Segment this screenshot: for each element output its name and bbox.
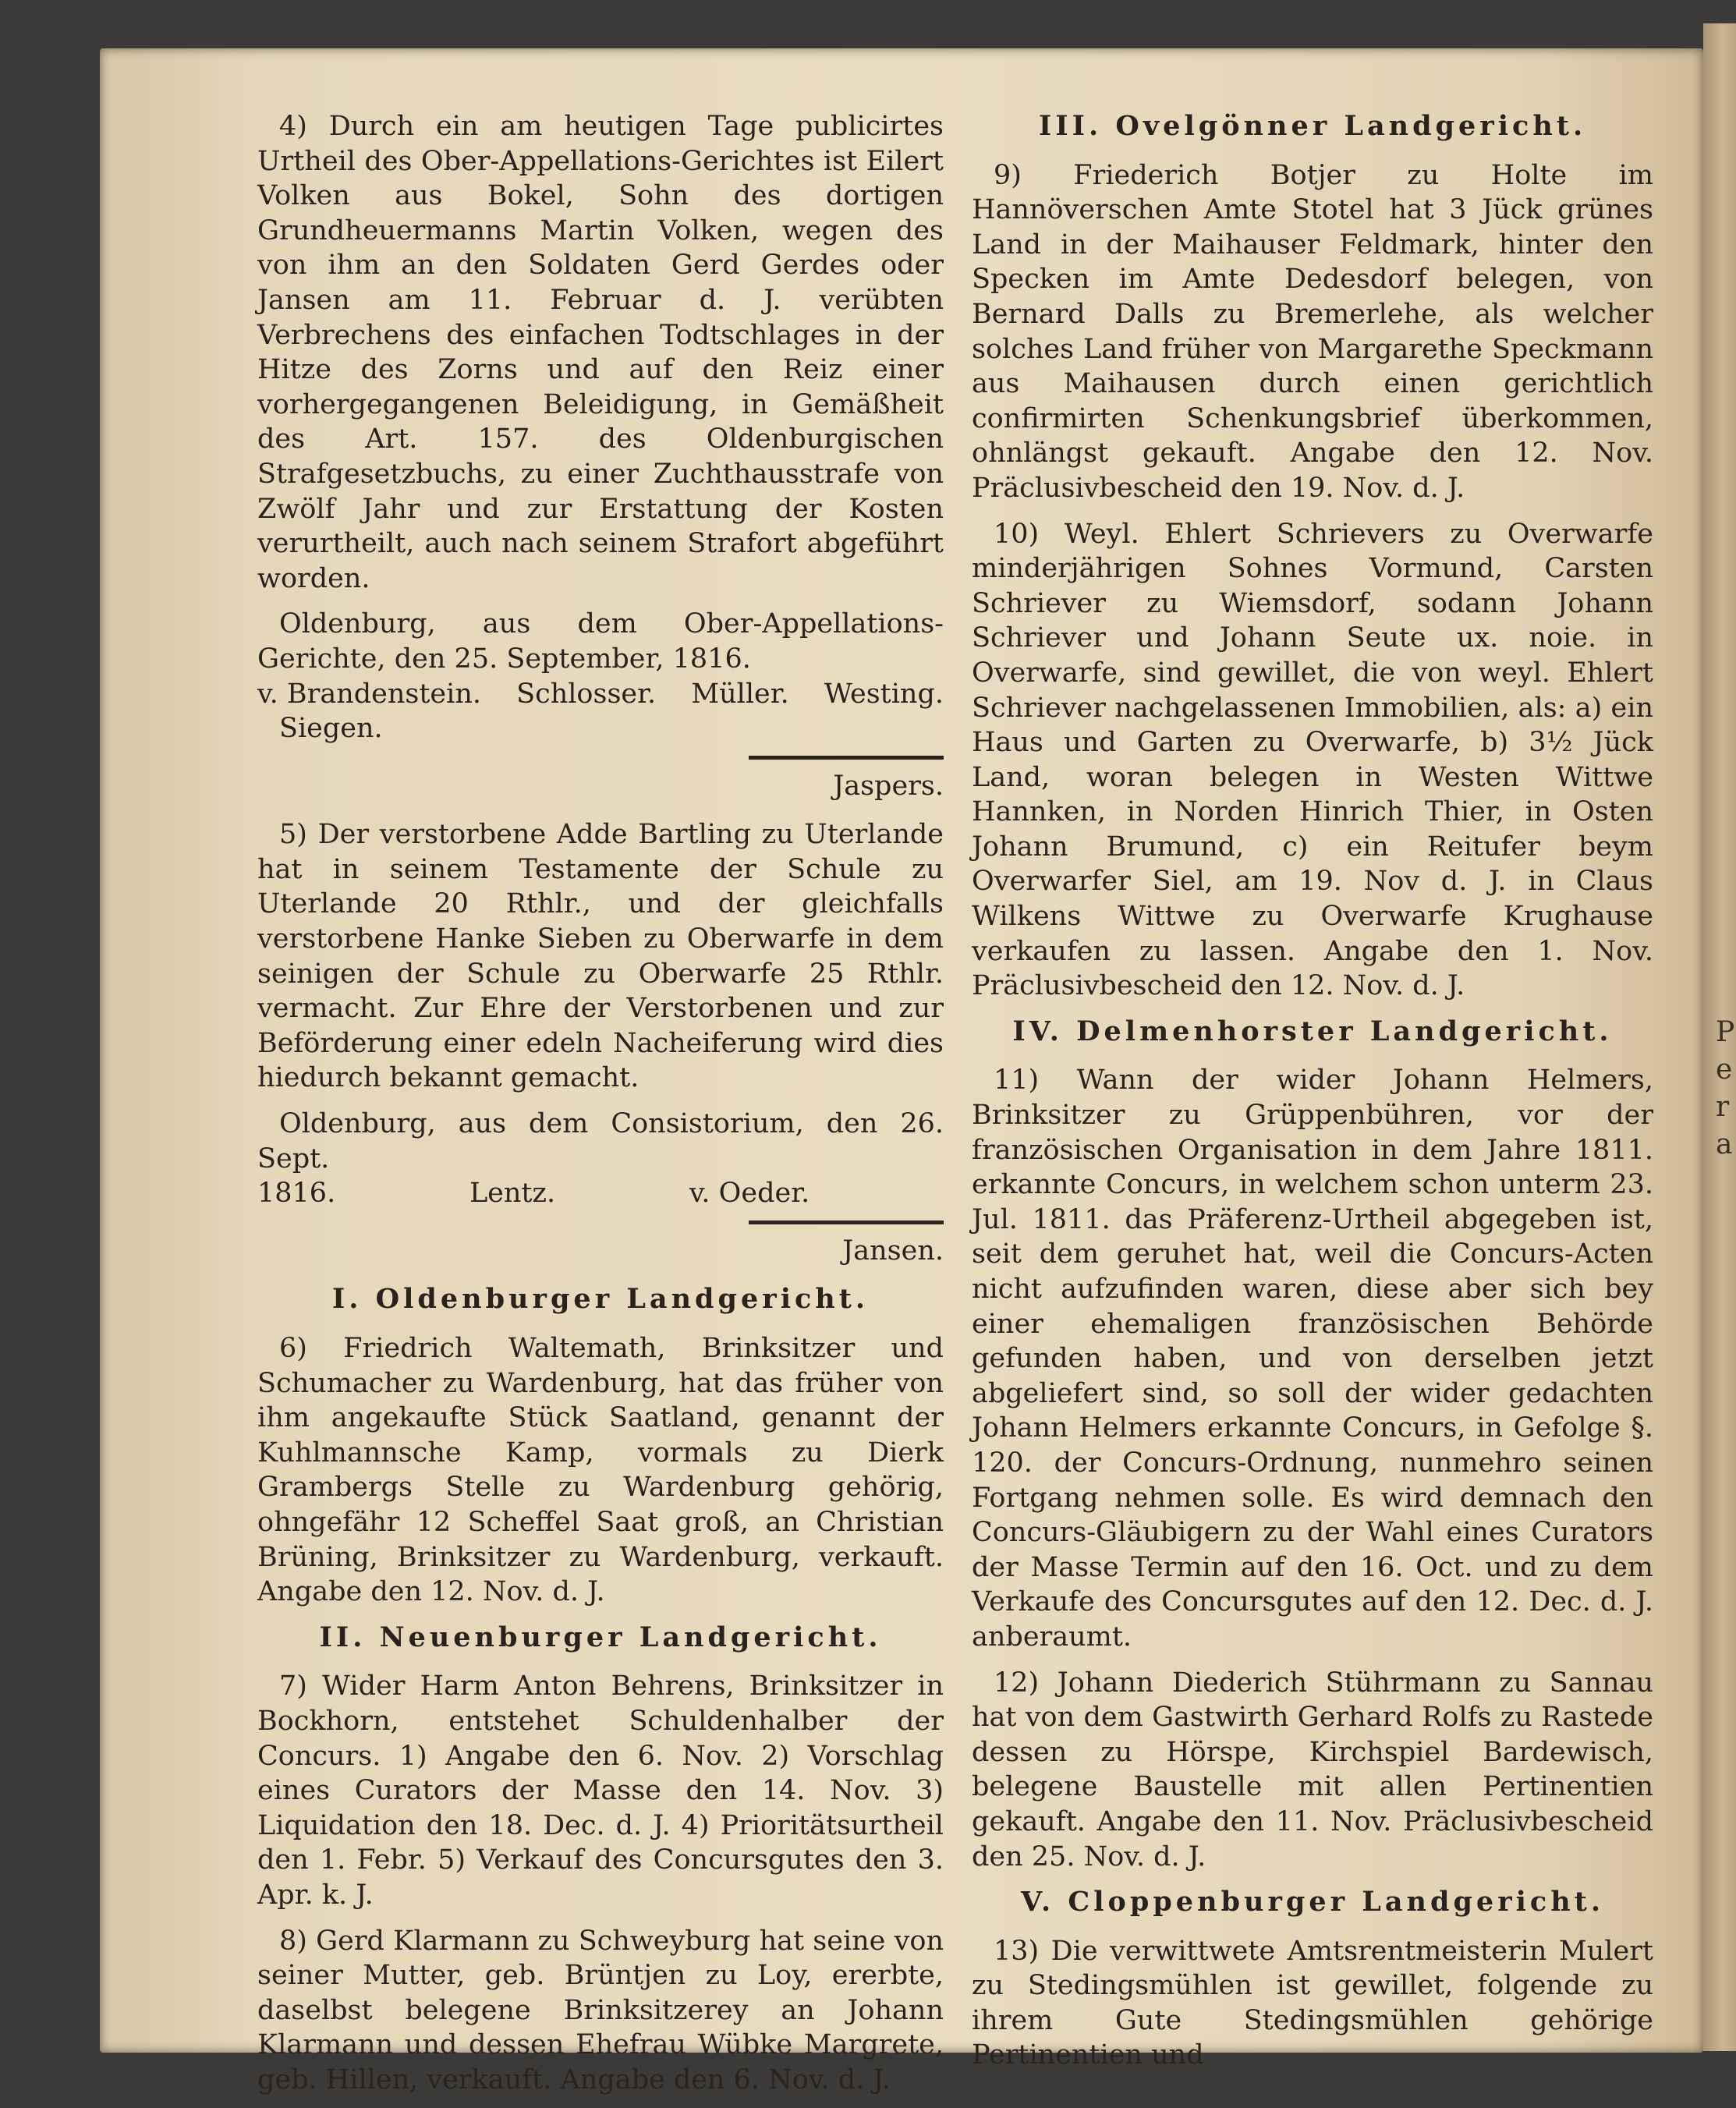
notice-5-year: 1816. [257,1178,336,1210]
left-column [257,109,944,2108]
notice-5: 5) Der verstorbene Adde Bartling zu Uterlande hat in seinem Testamente der Schule zu Uterlande 20 Rthlr., und der gleichfalls verstorbene Hanke Sieben zu Oberwarfe in dem seinigen der Schule zu Oberwarfe 25 Rthlr. vermacht. Zur Ehre der Verstorbenen und zur Beförderung einer edeln Nacheiferung wird dies hiedurch bekannt gemacht. [257,819,944,1094]
signer: Schlosser. [516,678,657,710]
signer: v. Oeder. [689,1178,810,1210]
notice-4: 4) Durch ein am heutigen Tage publicirtes Urtheil des Ober-Appellations-Gerichtes ist Eilert Volken aus Bokel, Sohn des dortigen Grundheuermanns Martin Volken, wegen des von ihm an den Soldaten Gerd Gerdes oder Jansen am 11. Februar d. J. verübten Verbrechens des einfachen Todtschlages in der Hitze des Zorns und auf den Reiz einer vorhergegangenen Beleidigung, in Gemäßheit des Art. 157. des Oldenburgischen Strafgesetzbuchs, zu einer Zuchthausstrafe von Zwölf Jahr und zur Erstattung der Kosten verurtheilt, auch nach seinem Strafort abgeführt worden. [257,111,944,594]
notice-4-dateline: Oldenburg, aus dem Ober-Appellations-Gerichte, den 25. September, 1816. [257,608,944,675]
notice-6: 6) Friedrich Waltemath, Brinksitzer und Schumacher zu Wardenburg, hat das früher von ihm angekaufte Stück Saatland, genannt der Kuhlmannsche Kamp, vormals zu Dierk Grambergs Stelle zu Wardenburg gehörig, ohngefähr 12 Scheffel Saat groß, an Christian Brüning, Brinksitzer zu Wardenburg, verkauft. Angabe den 12. Nov. d. J. [257,1333,944,1608]
right-column [972,109,1653,2084]
notice-11: 11) Wann der wider Johann Helmers, Brinksitzer zu Grüppenbühren, vor der französischen Organisation in dem Jahre 1811. erkannte Concurs, in welchem schon unterm 23. Jul. 1811. das Präferenz-Urtheil abgegeben ist, seit dem geruhet hat, weil die Concurs-Acten nicht aufzufinden waren, diese aber sich bey einer ehemaligen französischen Behörde gefunden haben, und von derselben jetzt abgeliefert sind, so soll der wider gedachten Johann Helmers erkannte Concurs, in Gefolge §. 120. der Concurs-Ordnung, nunmehro seinen Fortgang nehmen solle. Es wird demnach den Concurs-Gläubigern zu der Wahl eines Curators der Masse Termin auf den 16. Oct. und zu dem Verkaufe des Concursgutes auf den 12. Dec. d. J. anberaumt. [972,1065,1653,1653]
notice-5-clerk: Jansen. [842,1235,944,1267]
signer: Müller. [691,678,789,710]
notice-4-clerk: Jaspers. [833,770,944,802]
notice-5-dateline: Oldenburg, aus dem Consistorium, den 26. Sept. [257,1108,944,1174]
section-heading: I. Oldenburger Landgericht. [331,1283,870,1316]
notice-9: 9) Friederich Botjer zu Holte im Hannöverschen Amte Stotel hat 3 Jück grünes Land in der Maihauser Feldmark, hinter den Specken im Amte Dedesdorf belegen, von Bernard Dalls zu Bremerlehe, als welcher solches Land früher von Margarethe Speckmann aus Maihausen durch einen gerichtlich confirmirten Schenkungsbrief überkommen, ohnlängst gekauft. Angabe den 12. Nov. Präclusivbescheid den 19. Nov. d. J. [972,159,1653,504]
section-heading: III. Ovelgönner Landgericht. [1038,110,1587,142]
section-heading: V. Cloppenburger Landgericht. [1020,1886,1605,1918]
notice-5-signatures [257,1176,944,1211]
section-heading: IV. Delmenhorster Landgericht. [1012,1015,1613,1047]
next-page-edge-text: Pera [1716,1016,1735,1160]
notice-8: 8) Gerd Klarmann zu Schweyburg hat seine von seiner Mutter, geb. Brüntjen zu Loy, ererbte, daselbst belegene Brinksitzerey an Johann Klarmann und dessen Ehefrau Wübke Margrete, geb. Hillen, verkauft. Angabe den 6. Nov. d. J. [257,1925,944,2096]
notice-13: 13) Die verwittwete Amtsrentmeisterin Mulert zu Stedingsmühlen ist gewillet, folgende zu ihrem Gute Stedingsmühlen gehörige Pertinentien und [972,1935,1653,2071]
notice-10: 10) Weyl. Ehlert Schrievers zu Overwarfe minderjährigen Sohnes Vormund, Carsten Schriever zu Wiemsdorf, sodann Johann Schriever und Johann Seute ux. noie. in Overwarfe, sind gewillet, die von weyl. Ehlert Schriever nachgelassenen Immobilien, als: a) ein Haus und Garten zu Overwarfe, b) 3½ Jück Land, woran belegen in Westen Wittwe Hannken, in Norden Hinrich Thier, in Osten Johann Brumund, c) ein Reitufer beym Overwarfer Siel, am 19. Nov d. J. in Claus Wilkens Wittwe zu Overwarfe Krughause verkaufen zu lassen. Angabe den 1. Nov. Präclusivbescheid den 12. Nov. d. J. [972,518,1653,1002]
notice-4-signer-second-line: Siegen. [279,713,383,745]
signer: v. Brandenstein. [257,678,481,710]
divider-rule [749,756,944,760]
notice-4-signatures [257,677,944,712]
signer: Westing. [824,678,944,710]
notice-7: 7) Wider Harm Anton Behrens, Brinksitzer in Bockhorn, entstehet Schuldenhalber der Concurs. 1) Angabe den 6. Nov. 2) Vorschlag eines Curators der Masse den 14. Nov. 3) Liquidation den 18. Dec. d. J. 4) Prioritätsurtheil den 1. Febr. 5) Verkauf des Concursgutes den 3. Apr. k. J. [257,1670,944,1911]
notice-12: 12) Johann Diederich Stührmann zu Sannau hat von dem Gastwirth Gerhard Rolfs zu Rastede dessen zu Hörspe, Kirchspiel Bardewisch, belegene Baustelle mit allen Pertinentien gekauft. Angabe den 11. Nov. Präclusivbescheid den 25. Nov. d. J. [972,1667,1653,1872]
divider-rule [749,1221,944,1224]
signer: Lentz. [469,1178,556,1210]
section-heading: II. Neuenburger Landgericht. [319,1621,882,1653]
